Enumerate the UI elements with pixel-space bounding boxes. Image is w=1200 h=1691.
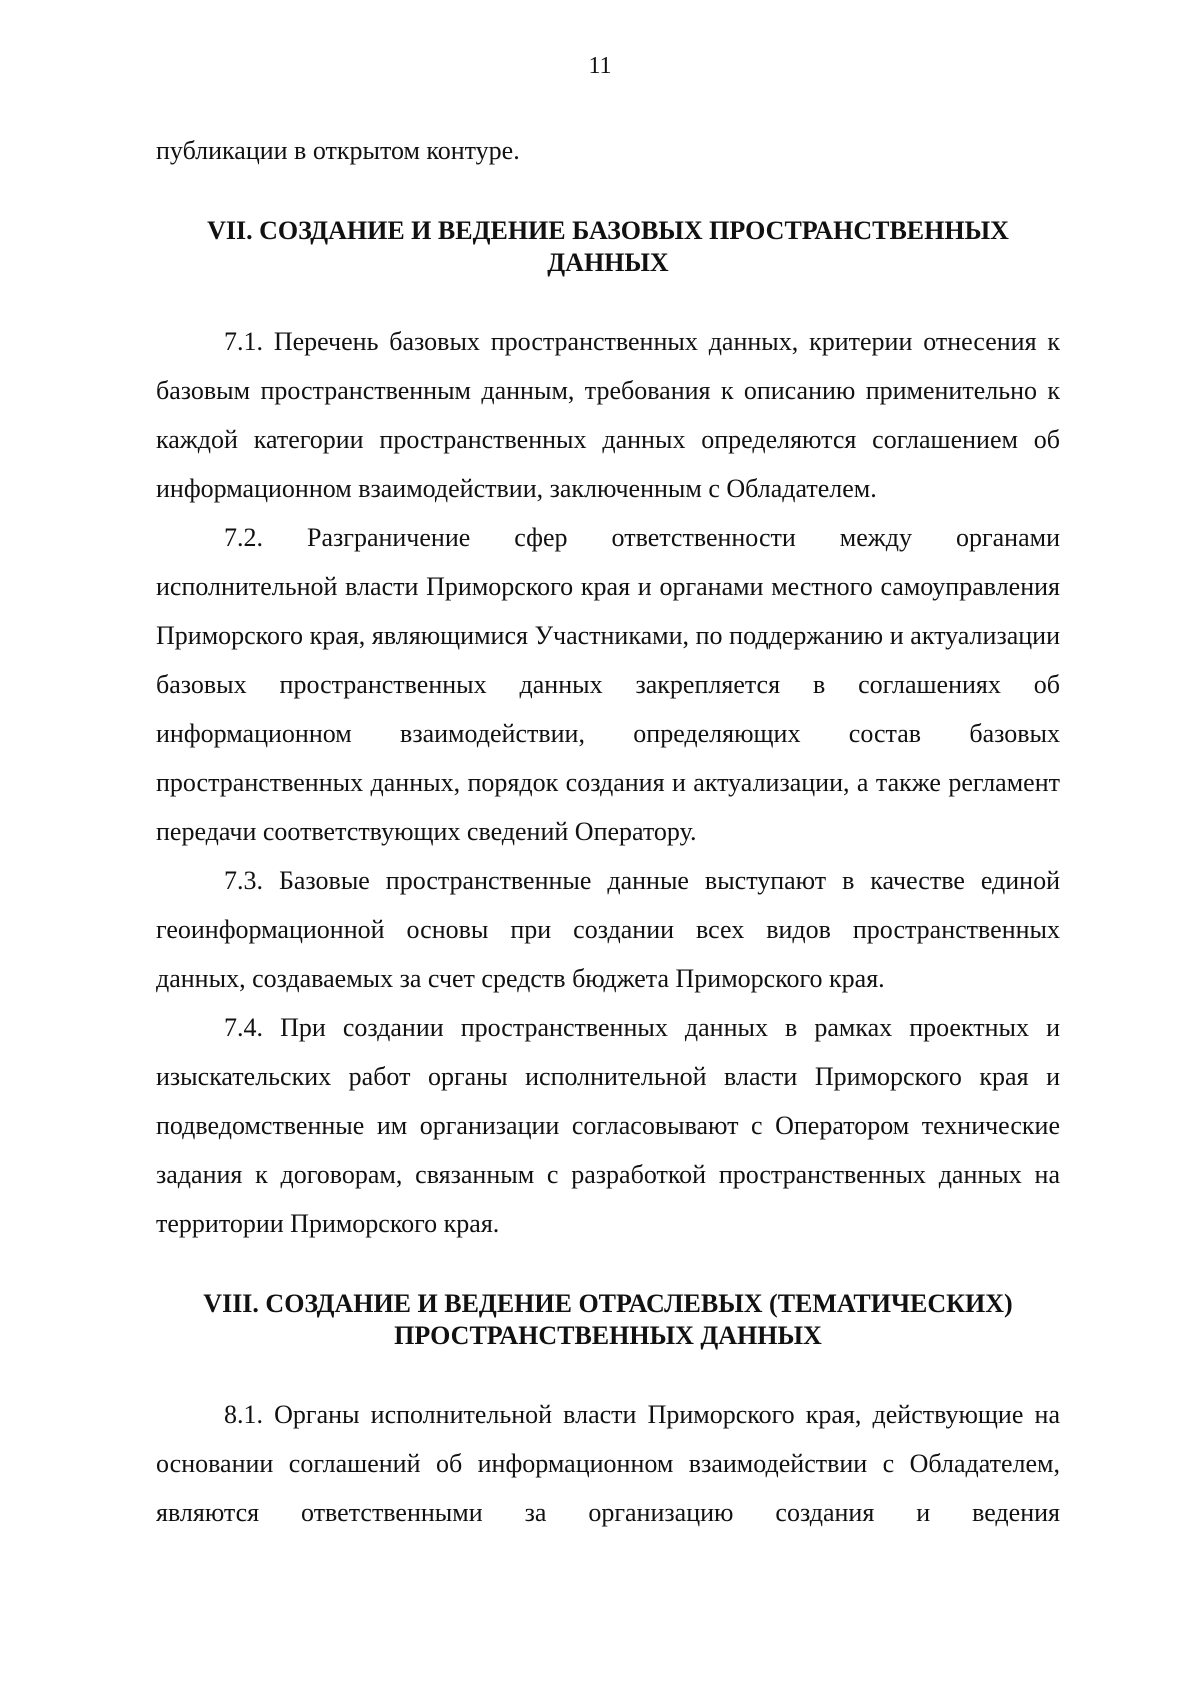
paragraph-7-4: 7.4. При создании пространственных данных в рамках проектных и изыскательских работ органы исполнительной власти Приморского края и подведомственные им организации согласовывают с Оператором технические задания к договорам, связанным с разработкой пространственных данных на территории Приморского края. (156, 1013, 1060, 1238)
paragraph-7-1: 7.1. Перечень базовых пространственных данных, критерии отнесения к базовым пространственным данным, требования к описанию применительно к каждой категории пространственных данных определяются соглашением об информационном взаимодействии, заключенным с Обладателем. (156, 327, 1060, 503)
section-7-heading-line1: VII. СОЗДАНИЕ И ВЕДЕНИЕ БАЗОВЫХ ПРОСТРАНСТВЕННЫХ (207, 216, 1009, 245)
section-7-heading-line2: ДАННЫХ (547, 248, 669, 277)
page-number: 11 (588, 53, 612, 79)
document-body (156, 126, 1060, 1537)
section-8-heading-line2: ПРОСТРАНСТВЕННЫХ ДАННЫХ (394, 1321, 822, 1350)
intro-paragraph: публикации в открытом контуре. (156, 136, 520, 165)
paragraph-7-3: 7.3. Базовые пространственные данные выступают в качестве единой геоинформационной основы при создании всех видов пространственных данных, создаваемых за счет средств бюджета Приморского края. (156, 866, 1060, 993)
section-8-heading-line1: VIII. СОЗДАНИЕ И ВЕДЕНИЕ ОТРАСЛЕВЫХ (ТЕМАТИЧЕСКИХ) (203, 1289, 1013, 1318)
paragraph-7-2: 7.2. Разграничение сфер ответственности между органами исполнительной власти Приморского края и органами местного самоуправления Приморского края, являющимися Участниками, по поддержанию и актуализации базовых пространственных данных закрепляется в соглашениях об информационном взаимодействии, определяющих состав базовых пространственных данных, порядок создания и актуализации, а также регламент передачи соответствующих сведений Оператору. (156, 523, 1060, 846)
section-8-heading (156, 1288, 1060, 1352)
section-7-heading (156, 215, 1060, 279)
paragraph-8-1: 8.1. Органы исполнительной власти Приморского края, действующие на основании соглашений об информационном взаимодействии с Обладателем, являются ответственными за организацию создания и ведения (156, 1400, 1060, 1527)
